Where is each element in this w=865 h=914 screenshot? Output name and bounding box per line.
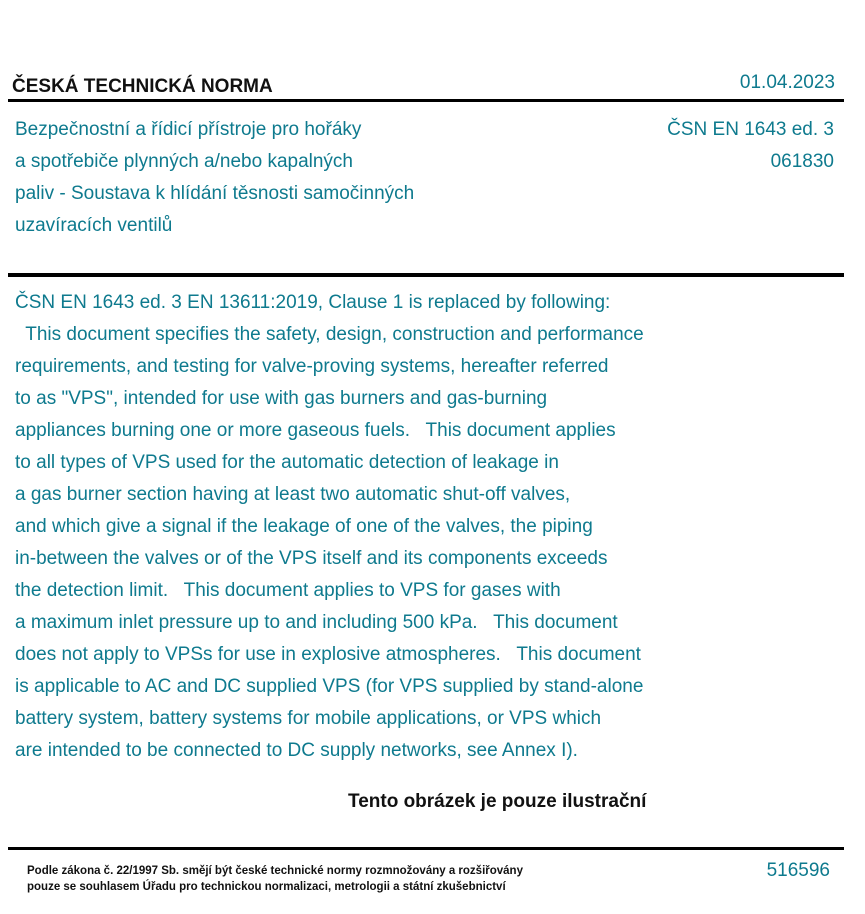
body-line: in-between the valves or of the VPS itself and its components exceeds (15, 548, 608, 569)
standard-title (15, 114, 495, 242)
footer-divider (8, 847, 844, 850)
title-line: Bezpečnostní a řídicí přístroje pro hořáky (15, 119, 362, 140)
title-line: uzavíracích ventilů (15, 215, 173, 236)
body-line: the detection limit. This document applies to VPS for gases with (15, 580, 561, 601)
title-line: paliv - Soustava k hlídání těsnosti samočinných (15, 183, 415, 204)
header-divider (8, 99, 844, 102)
title-line: a spotřebiče plynných a/nebo kapalných (15, 151, 354, 172)
body-line: does not apply to VPSs for use in explosive atmospheres. This document (15, 644, 641, 665)
body-line: battery system, battery systems for mobile applications, or VPS which (15, 708, 602, 729)
legal-line: pouze se souhlasem Úřadu pro technickou normalizaci, metrologii a státní zkušebnictví (27, 881, 506, 893)
legal-line: Podle zákona č. 22/1997 Sb. smějí být české technické normy rozmnožovány a rozšiřovány (27, 865, 523, 877)
catalog-number: 516596 (766, 860, 830, 881)
body-line: is applicable to AC and DC supplied VPS (for VPS supplied by stand-alone (15, 676, 644, 697)
body-line: a gas burner section having at least two automatic shut-off valves, (15, 484, 571, 505)
publication-date: 01.04.2023 (739, 72, 835, 93)
title-divider (8, 273, 844, 277)
body-line: This document specifies the safety, design, construction and performance (15, 324, 644, 345)
body-line: and which give a signal if the leakage of one of the valves, the piping (15, 516, 593, 537)
body-line: to all types of VPS used for the automatic detection of leakage in (15, 452, 559, 473)
body-line: are intended to be connected to DC supply networks, see Annex I). (15, 740, 578, 761)
body-line: appliances burning one or more gaseous fuels. This document applies (15, 420, 616, 441)
body-line: to as "VPS", intended for use with gas burners and gas-burning (15, 388, 548, 409)
illustration-notice: Tento obrázek je pouze ilustrační (348, 791, 647, 812)
standard-code: ČSN EN 1643 ed. 3 (667, 119, 834, 140)
scope-text (15, 287, 644, 767)
classification-number: 061830 (770, 151, 834, 172)
body-line: requirements, and testing for valve-proving systems, hereafter referred (15, 356, 609, 377)
standard-identifier (667, 114, 834, 178)
legal-notice (27, 863, 523, 895)
body-line: ČSN EN 1643 ed. 3 EN 13611:2019, Clause 1 is replaced by following: (15, 292, 611, 313)
standard-label: ČESKÁ TECHNICKÁ NORMA (12, 76, 273, 97)
body-line: a maximum inlet pressure up to and including 500 kPa. This document (15, 612, 618, 633)
